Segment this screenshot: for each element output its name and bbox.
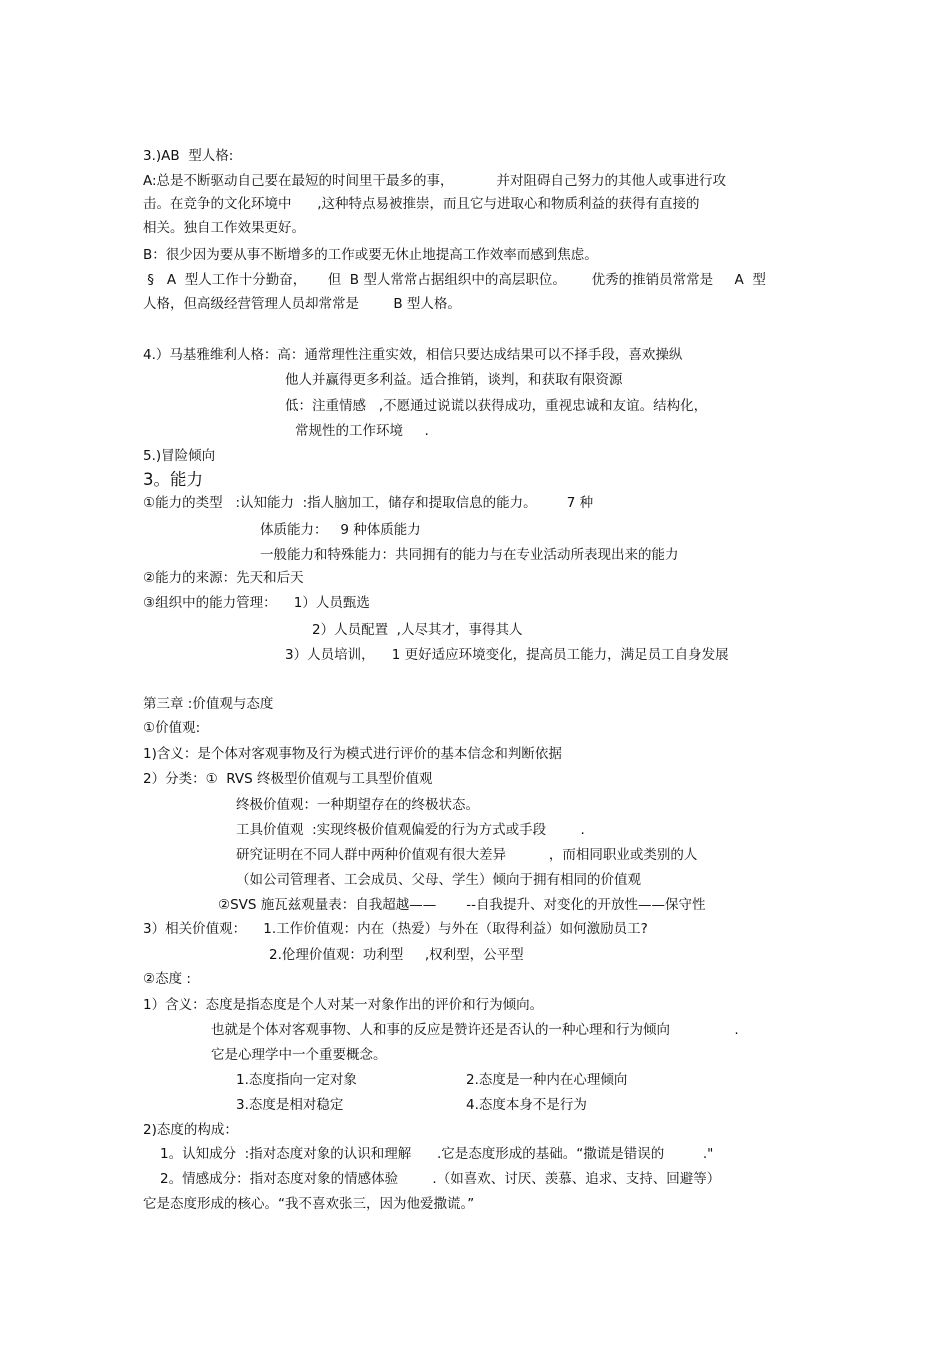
paragraph-line: 工具价值观 :实现终极价值观偏爱的行为方式或手段 . [236,822,585,838]
section-title-ab: 3.)AB 型人格: [143,148,234,164]
list-item: 4.态度本身不是行为 [466,1097,587,1113]
paragraph-line: 相关。独自工作效果更好。 [143,220,305,236]
paragraph-line: 一般能力和特殊能力：共同拥有的能力与在专业活动所表现出来的能力 [260,547,679,563]
list-item: 3.态度是相对稳定 [236,1097,344,1113]
paragraph-line: 击。在竞争的文化环境中 ,这种特点易被推崇，而且它与进取心和物质利益的获得有直接的 [143,196,700,212]
paragraph-line: 它是心理学中一个重要概念。 [211,1047,387,1063]
heading-ability: 3。能力 [143,470,203,489]
section-title-machiavellian: 4.）马基雅维利人格：高：通常理性注重实效，相信只要达成结果可以不择手段，喜欢操纵 [143,347,683,363]
paragraph-line: 终极价值观：一种期望存在的终极状态。 [236,797,479,813]
paragraph-line: 常规性的工作环境 . [295,423,429,439]
paragraph-line: 2。情感成分：指对态度对象的情感体验 .（如喜欢、讨厌、羡慕、追求、支持、回避等） [160,1171,721,1187]
paragraph-line: 2）分类：① RVS 终极型价值观与工具型价值观 [143,771,433,787]
paragraph-line: 低：注重情感 ,不愿通过说谎以获得成功，重视忠诚和友谊。结构化， [285,398,708,414]
paragraph-line: 2.伦理价值观：功利型 ,权利型，公平型 [269,947,524,963]
section-title-values: ①价值观: [143,720,201,736]
section-title-attitude: ②态度 : [143,971,191,987]
paragraph-line: 1。认知成分 :指对态度对象的认识和理解 .它是态度形成的基础。“撒谎是错误的 ." [160,1146,714,1162]
paragraph-line: 也就是个体对客观事物、人和事的反应是赞许还是否认的一种心理和行为倾向 . [211,1022,739,1038]
list-item: 2.态度是一种内在心理倾向 [466,1072,628,1088]
paragraph-line: A:总是不断驱动自己要在最短的时间里干最多的事， 并对阻碍自己努力的其他人或事进行攻 [143,173,726,189]
paragraph-line: ③组织中的能力管理： 1）人员甄选 [143,595,370,611]
list-item: 1.态度指向一定对象 [236,1072,357,1088]
paragraph-line: 人格，但高级经营管理人员却常常是 B 型人格。 [143,296,461,312]
paragraph-line: 研究证明在不同人群中两种价值观有很大差异 ，而相同职业或类别的人 [236,847,698,863]
paragraph-line: 他人并赢得更多利益。适合推销，谈判，和获取有限资源 [285,372,623,388]
chapter-title: 第三章 :价值观与态度 [143,696,274,712]
paragraph-line: （如公司管理者、工会成员、父母、学生）倾向于拥有相同的价值观 [236,872,641,888]
paragraph-line: 3）相关价值观： 1.工作价值观：内在（热爱）与外在（取得利益）如何激励员工? [143,921,648,937]
paragraph-line: 1）含义：态度是指态度是个人对某一对象作出的评价和行为倾向。 [143,997,544,1013]
paragraph-line: 2)态度的构成： [143,1122,238,1138]
paragraph-line: 1)含义：是个体对客观事物及行为模式进行评价的基本信念和判断依据 [143,746,562,762]
paragraph-line: ②SVS 施瓦兹观量表：自我超越—— --自我提升、对变化的开放性——保守性 [218,897,706,913]
paragraph-line: 体质能力： 9 种体质能力 [260,522,421,538]
paragraph-line: 2）人员配置 ,人尽其才，事得其人 [312,622,523,638]
paragraph-line: B：很少因为要从事不断增多的工作或要无休止地提高工作效率而感到焦虑。 [143,247,598,263]
paragraph-line: 3）人员培训， 1 更好适应环境变化，提高员工能力，满足员工自身发展 [285,647,729,663]
paragraph-line: ②能力的来源：先天和后天 [143,570,304,586]
paragraph-line: 它是态度形成的核心。“我不喜欢张三，因为他爱撒谎。” [143,1196,475,1212]
section-title-risk: 5.)冒险倾向 [143,448,216,464]
paragraph-line: ①能力的类型 :认知能力 :指人脑加工，储存和提取信息的能力。 7 种 [143,495,594,511]
paragraph-line: § A 型人工作十分勤奋， 但 B 型人常常占据组织中的高层职位。 优秀的推销员常常是 A 型 [143,272,766,288]
